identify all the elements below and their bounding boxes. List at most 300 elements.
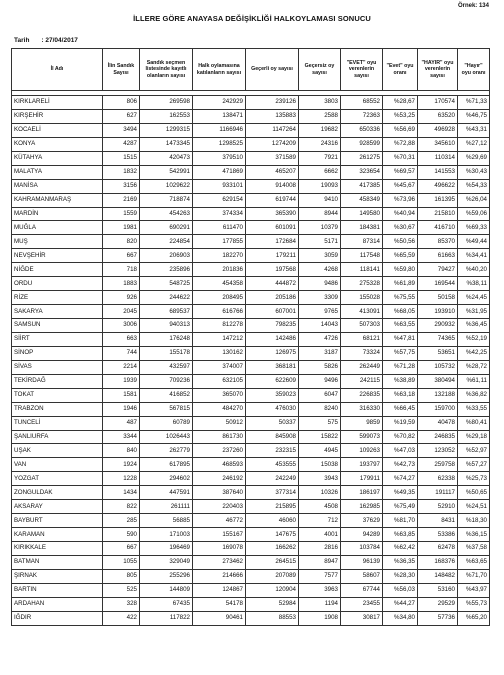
value-cell: 2816 — [299, 542, 341, 556]
value-cell: 208495 — [193, 291, 246, 305]
value-cell: 94289 — [341, 528, 383, 542]
value-cell: 23455 — [341, 597, 383, 611]
value-cell: 914008 — [246, 179, 299, 193]
value-cell: 1274209 — [246, 137, 299, 151]
value-cell: 6047 — [299, 388, 341, 402]
value-cell: 1981 — [103, 221, 140, 235]
table-row — [12, 416, 490, 430]
value-cell: 822 — [103, 500, 140, 514]
value-cell: 3059 — [299, 249, 341, 263]
value-cell: 52984 — [246, 597, 299, 611]
value-cell: 2588 — [299, 109, 341, 123]
value-cell: 246835 — [418, 430, 458, 444]
value-cell: 422 — [103, 611, 140, 625]
value-cell: 63520 — [418, 109, 458, 123]
value-cell: 416852 — [140, 388, 193, 402]
value-cell: 525 — [103, 583, 140, 597]
value-cell: %80,41 — [458, 416, 490, 430]
value-cell: 118141 — [341, 263, 383, 277]
value-cell: 130162 — [193, 346, 246, 360]
date-label: Tarih — [14, 37, 30, 44]
value-cell: 147675 — [246, 528, 299, 542]
value-cell: 259758 — [418, 458, 458, 472]
table-row — [12, 458, 490, 472]
value-cell: %28,30 — [383, 569, 418, 583]
province-name-cell: KIRŞEHİR — [12, 109, 103, 123]
value-cell: 2214 — [103, 360, 140, 374]
value-cell: 162553 — [140, 109, 193, 123]
value-cell: 1883 — [103, 277, 140, 291]
sample-number: Örnek: 134 — [457, 3, 489, 9]
table-row — [12, 583, 490, 597]
value-cell: 62478 — [418, 542, 458, 556]
value-cell: 206903 — [140, 249, 193, 263]
value-cell: 147212 — [193, 332, 246, 346]
value-cell: %18,30 — [458, 514, 490, 528]
value-cell: 1055 — [103, 555, 140, 569]
value-cell: 103784 — [341, 542, 383, 556]
value-cell: 8947 — [299, 555, 341, 569]
value-cell: 123052 — [418, 444, 458, 458]
value-cell: 9410 — [299, 193, 341, 207]
province-name-cell: TOKAT — [12, 388, 103, 402]
value-cell: 15822 — [299, 430, 341, 444]
value-cell: 244622 — [140, 291, 193, 305]
value-cell: 1832 — [103, 165, 140, 179]
value-cell: 142486 — [246, 332, 299, 346]
value-cell: 176248 — [140, 332, 193, 346]
table-row — [12, 291, 490, 305]
value-cell: 575 — [299, 416, 341, 430]
province-name-cell: SAKARYA — [12, 305, 103, 319]
value-cell: 1299315 — [140, 123, 193, 137]
province-name-cell: SİVAS — [12, 360, 103, 374]
value-cell: 205186 — [246, 291, 299, 305]
value-cell: %42,73 — [383, 458, 418, 472]
table-row — [12, 597, 490, 611]
province-name-cell: ŞIRNAK — [12, 569, 103, 583]
value-cell: 329049 — [140, 555, 193, 569]
value-cell: 264515 — [246, 555, 299, 569]
value-cell: 54178 — [193, 597, 246, 611]
value-cell: %65,59 — [383, 249, 418, 263]
value-cell: 285 — [103, 514, 140, 528]
value-cell: 484270 — [193, 402, 246, 416]
value-cell: 90461 — [193, 611, 246, 625]
value-cell: 53651 — [418, 346, 458, 360]
value-cell: %61,11 — [458, 374, 490, 388]
value-cell: 416710 — [418, 221, 458, 235]
value-cell: %40,20 — [458, 263, 490, 277]
province-name-cell: ŞANLIURFA — [12, 430, 103, 444]
province-name-cell: KONYA — [12, 137, 103, 151]
value-cell: 141553 — [418, 165, 458, 179]
value-cell: 616766 — [193, 305, 246, 319]
table-row — [12, 96, 490, 110]
value-cell: 10326 — [299, 486, 341, 500]
value-cell: 548725 — [140, 277, 193, 291]
table-row — [12, 528, 490, 542]
value-cell: 67435 — [140, 597, 193, 611]
province-name-cell: ORDU — [12, 277, 103, 291]
table-row — [12, 249, 490, 263]
value-cell: 4268 — [299, 263, 341, 277]
value-cell: %75,49 — [383, 500, 418, 514]
value-cell: 365070 — [193, 388, 246, 402]
value-cell: 46060 — [246, 514, 299, 528]
value-cell: 215895 — [246, 500, 299, 514]
value-cell: 845908 — [246, 430, 299, 444]
value-cell: 840 — [103, 444, 140, 458]
value-cell: 496622 — [418, 179, 458, 193]
value-cell: 3187 — [299, 346, 341, 360]
value-cell: 72363 — [341, 109, 383, 123]
value-cell: 940313 — [140, 319, 193, 333]
value-cell: 444872 — [246, 277, 299, 291]
value-cell: 417385 — [341, 179, 383, 193]
value-cell: 19682 — [299, 123, 341, 137]
table-row — [12, 360, 490, 374]
value-cell: 345610 — [418, 137, 458, 151]
table-row — [12, 263, 490, 277]
value-cell: 3156 — [103, 179, 140, 193]
value-cell: 379510 — [193, 151, 246, 165]
value-cell: %49,35 — [383, 486, 418, 500]
header-no-ratio: "Hayır" oyu oranı — [458, 49, 490, 91]
table-row — [12, 137, 490, 151]
value-cell: 7921 — [299, 151, 341, 165]
value-cell: 4001 — [299, 528, 341, 542]
value-cell: 172684 — [246, 235, 299, 249]
value-cell: 182270 — [193, 249, 246, 263]
table-row — [12, 542, 490, 556]
province-name-cell: BATMAN — [12, 555, 103, 569]
value-cell: %57,27 — [458, 458, 490, 472]
value-cell: 19093 — [299, 179, 341, 193]
value-cell: %36,15 — [458, 528, 490, 542]
province-name-cell: SİİRT — [12, 332, 103, 346]
value-cell: %38,11 — [458, 277, 490, 291]
value-cell: %71,28 — [383, 360, 418, 374]
value-cell: 246192 — [193, 472, 246, 486]
value-cell: 255296 — [140, 569, 193, 583]
value-cell: 328 — [103, 597, 140, 611]
value-cell: 5826 — [299, 360, 341, 374]
value-cell: 1228 — [103, 472, 140, 486]
value-cell: 387640 — [193, 486, 246, 500]
value-cell: %50,56 — [383, 235, 418, 249]
value-cell: %70,31 — [383, 151, 418, 165]
value-cell: 316330 — [341, 402, 383, 416]
value-cell: 933101 — [193, 179, 246, 193]
value-cell: 62338 — [418, 472, 458, 486]
value-cell: 207089 — [246, 569, 299, 583]
value-cell: 138471 — [193, 109, 246, 123]
value-cell: 432597 — [140, 360, 193, 374]
value-cell: 30817 — [341, 611, 383, 625]
province-name-cell: TEKİRDAĞ — [12, 374, 103, 388]
table-row — [12, 123, 490, 137]
province-name-cell: MARDİN — [12, 207, 103, 221]
province-name-cell: MALATYA — [12, 165, 103, 179]
value-cell: 155178 — [140, 346, 193, 360]
province-name-cell: MUĞLA — [12, 221, 103, 235]
value-cell: %42,25 — [458, 346, 490, 360]
value-cell: %26,04 — [458, 193, 490, 207]
value-cell: 191117 — [418, 486, 458, 500]
value-cell: 261275 — [341, 151, 383, 165]
table-row — [12, 374, 490, 388]
value-cell: 1147264 — [246, 123, 299, 137]
province-name-cell: KIRIKKALE — [12, 542, 103, 556]
table-row — [12, 472, 490, 486]
value-cell: 812278 — [193, 319, 246, 333]
value-cell: 269598 — [140, 96, 193, 110]
header-yes-ratio: "Evet" oyu oranı — [383, 49, 418, 91]
value-cell: 374334 — [193, 207, 246, 221]
value-cell: 690291 — [140, 221, 193, 235]
value-cell: %29,18 — [458, 430, 490, 444]
header-yes-votes: "EVET" oyu verenlerin sayısı — [341, 49, 383, 91]
value-cell: 805 — [103, 569, 140, 583]
value-cell: %47,81 — [383, 332, 418, 346]
value-cell: 9765 — [299, 305, 341, 319]
province-name-cell: KIRKLARELİ — [12, 96, 103, 110]
header-no-votes: "HAYIR" oyu verenlerin sayısı — [418, 49, 458, 91]
value-cell: 15038 — [299, 458, 341, 472]
value-cell: %53,25 — [383, 109, 418, 123]
value-cell: 239126 — [246, 96, 299, 110]
value-cell: 619744 — [246, 193, 299, 207]
province-name-cell: NİĞDE — [12, 263, 103, 277]
value-cell: 1581 — [103, 388, 140, 402]
value-cell: %28,67 — [383, 96, 418, 110]
value-cell: 709236 — [140, 374, 193, 388]
value-cell: 7577 — [299, 569, 341, 583]
value-cell: %36,35 — [383, 555, 418, 569]
value-cell: %46,75 — [458, 109, 490, 123]
value-cell: %72,88 — [383, 137, 418, 151]
value-cell: 155028 — [341, 291, 383, 305]
value-cell: 52910 — [418, 500, 458, 514]
value-cell: %24,45 — [458, 291, 490, 305]
value-cell: 184381 — [341, 221, 383, 235]
value-cell: 380494 — [418, 374, 458, 388]
value-cell: 718874 — [140, 193, 193, 207]
province-name-cell: KÜTAHYA — [12, 151, 103, 165]
value-cell: 79427 — [418, 263, 458, 277]
value-cell: %71,70 — [458, 569, 490, 583]
value-cell: %25,73 — [458, 472, 490, 486]
value-cell: 667 — [103, 249, 140, 263]
value-cell: 453555 — [246, 458, 299, 472]
province-name-cell: TRABZON — [12, 402, 103, 416]
value-cell: %74,27 — [383, 472, 418, 486]
value-cell: 226835 — [341, 388, 383, 402]
value-cell: 663 — [103, 332, 140, 346]
value-cell: 4726 — [299, 332, 341, 346]
header-ballot-boxes: İlin Sandık Sayısı — [103, 49, 140, 91]
table-row — [12, 179, 490, 193]
value-cell: 73324 — [341, 346, 383, 360]
value-cell: 507303 — [341, 319, 383, 333]
value-cell: 377314 — [246, 486, 299, 500]
value-cell: %29,69 — [458, 151, 490, 165]
value-cell: 117548 — [341, 249, 383, 263]
value-cell: 110314 — [418, 151, 458, 165]
value-cell: 179911 — [341, 472, 383, 486]
table-row — [12, 235, 490, 249]
value-cell: 56885 — [140, 514, 193, 528]
value-cell: 1026443 — [140, 430, 193, 444]
value-cell: 2045 — [103, 305, 140, 319]
value-cell: 420473 — [140, 151, 193, 165]
value-cell: 601091 — [246, 221, 299, 235]
province-name-cell: NEVŞEHİR — [12, 249, 103, 263]
value-cell: 1434 — [103, 486, 140, 500]
value-cell: 611470 — [193, 221, 246, 235]
table-row — [12, 109, 490, 123]
value-cell: 454358 — [193, 277, 246, 291]
value-cell: 632105 — [193, 374, 246, 388]
value-cell: 132188 — [418, 388, 458, 402]
value-cell: %63,55 — [383, 319, 418, 333]
value-cell: 53160 — [418, 583, 458, 597]
value-cell: %54,33 — [458, 179, 490, 193]
value-cell: 179211 — [246, 249, 299, 263]
table-row — [12, 402, 490, 416]
value-cell: 1946 — [103, 402, 140, 416]
value-cell: 50912 — [193, 416, 246, 430]
value-cell: 85370 — [418, 235, 458, 249]
value-cell: 10379 — [299, 221, 341, 235]
province-name-cell: RİZE — [12, 291, 103, 305]
value-cell: %31,95 — [458, 305, 490, 319]
value-cell: 861730 — [193, 430, 246, 444]
value-cell: 57736 — [418, 611, 458, 625]
value-cell: 1298525 — [193, 137, 246, 151]
value-cell: 290932 — [418, 319, 458, 333]
value-cell: 323654 — [341, 165, 383, 179]
value-cell: 124867 — [193, 583, 246, 597]
value-cell: %57,75 — [383, 346, 418, 360]
province-name-cell: AKSARAY — [12, 500, 103, 514]
value-cell: 629154 — [193, 193, 246, 207]
value-cell: 242929 — [193, 96, 246, 110]
table-row — [12, 555, 490, 569]
value-cell: 374007 — [193, 360, 246, 374]
value-cell: %71,33 — [458, 96, 490, 110]
value-cell: 262779 — [140, 444, 193, 458]
value-cell: 3494 — [103, 123, 140, 137]
value-cell: 40478 — [418, 416, 458, 430]
table-row — [12, 514, 490, 528]
table-row — [12, 207, 490, 221]
value-cell: 144809 — [140, 583, 193, 597]
value-cell: 1029622 — [140, 179, 193, 193]
province-name-cell: YOZGAT — [12, 472, 103, 486]
value-cell: 261111 — [140, 500, 193, 514]
value-cell: 196469 — [140, 542, 193, 556]
province-name-cell: SİNOP — [12, 346, 103, 360]
value-cell: 96139 — [341, 555, 383, 569]
value-cell: 149580 — [341, 207, 383, 221]
value-cell: 806 — [103, 96, 140, 110]
value-cell: %37,58 — [458, 542, 490, 556]
value-cell: %62,42 — [383, 542, 418, 556]
value-cell: 201836 — [193, 263, 246, 277]
province-name-cell: BARTIN — [12, 583, 103, 597]
value-cell: 365390 — [246, 207, 299, 221]
value-cell: 88553 — [246, 611, 299, 625]
value-cell: %63,85 — [383, 528, 418, 542]
table-row — [12, 332, 490, 346]
province-name-cell: KARAMAN — [12, 528, 103, 542]
value-cell: %36,45 — [458, 319, 490, 333]
value-cell: %63,65 — [458, 555, 490, 569]
value-cell: 2169 — [103, 193, 140, 207]
value-cell: 171003 — [140, 528, 193, 542]
value-cell: %75,55 — [383, 291, 418, 305]
value-cell: 622609 — [246, 374, 299, 388]
value-cell: 650336 — [341, 123, 383, 137]
value-cell: 169078 — [193, 542, 246, 556]
value-cell: %36,82 — [458, 388, 490, 402]
value-cell: 162985 — [341, 500, 383, 514]
value-cell: 159700 — [418, 402, 458, 416]
value-cell: %61,89 — [383, 277, 418, 291]
table-row — [12, 346, 490, 360]
value-cell: %73,96 — [383, 193, 418, 207]
value-cell: %49,44 — [458, 235, 490, 249]
value-cell: 454263 — [140, 207, 193, 221]
table-row — [12, 193, 490, 207]
value-cell: 237260 — [193, 444, 246, 458]
value-cell: 46772 — [193, 514, 246, 528]
value-cell: 50337 — [246, 416, 299, 430]
header-registered-voters: Sandık seçmen listesinde kayıtlı olanların sayısı — [140, 49, 193, 91]
value-cell: 627 — [103, 109, 140, 123]
value-cell: 58607 — [341, 569, 383, 583]
value-cell: 24316 — [299, 137, 341, 151]
value-cell: 197568 — [246, 263, 299, 277]
value-cell: 3963 — [299, 583, 341, 597]
value-cell: 214666 — [193, 569, 246, 583]
value-cell: %44,27 — [383, 597, 418, 611]
value-cell: 273462 — [193, 555, 246, 569]
value-cell: 6662 — [299, 165, 341, 179]
value-cell: %45,67 — [383, 179, 418, 193]
value-cell: 798235 — [246, 319, 299, 333]
value-cell: %59,80 — [383, 263, 418, 277]
value-cell: %52,19 — [458, 332, 490, 346]
value-cell: %33,55 — [458, 402, 490, 416]
value-cell: 14043 — [299, 319, 341, 333]
table-row — [12, 165, 490, 179]
province-name-cell: KOCAELİ — [12, 123, 103, 137]
value-cell: 8431 — [418, 514, 458, 528]
value-cell: 74365 — [418, 332, 458, 346]
table-header-row — [12, 49, 490, 91]
value-cell: %27,12 — [458, 137, 490, 151]
value-cell: 109263 — [341, 444, 383, 458]
value-cell: 4287 — [103, 137, 140, 151]
value-cell: 170574 — [418, 96, 458, 110]
value-cell: 9859 — [341, 416, 383, 430]
value-cell: %28,72 — [458, 360, 490, 374]
value-cell: 468593 — [193, 458, 246, 472]
value-cell: 50158 — [418, 291, 458, 305]
